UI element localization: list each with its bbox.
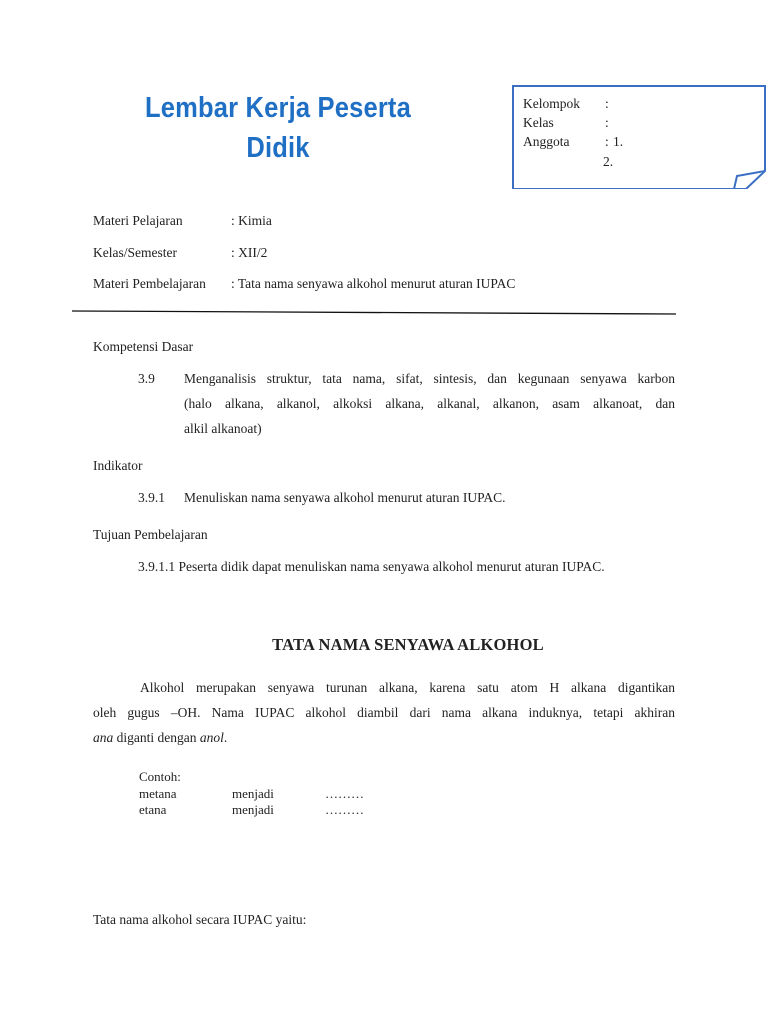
italic-ana: ana <box>93 730 114 745</box>
group-colon: : <box>605 115 609 130</box>
intro-line-2: oleh gugus –OH. Nama IUPAC alkohol diambil dari nama alkana induknya, tetapi akhiran <box>93 705 675 720</box>
kd-heading: Kompetensi Dasar <box>93 339 194 354</box>
group-label: Kelompok <box>523 96 580 111</box>
title-line-2: Didik <box>246 132 310 164</box>
indikator-text: Menuliskan nama senyawa alkohol menurut aturan IUPAC. <box>184 490 506 505</box>
info-value: : Kimia <box>231 213 272 228</box>
italic-anol: anol <box>199 730 224 745</box>
intro-line-3 <box>93 725 675 750</box>
iupac-rules-heading: Tata nama alkohol secara IUPAC yaitu: <box>93 912 307 927</box>
kd-line-3: alkil alkanoat) <box>184 421 262 436</box>
intro-paragraph <box>93 675 675 750</box>
example-verb: menjadi <box>232 786 274 801</box>
example-heading: Contoh: <box>139 769 181 784</box>
member-number-1: 1. <box>613 134 624 149</box>
intro-line-1: Alkohol merupakan senyawa turunan alkana, karena satu atom H alkana digantikan <box>140 680 675 695</box>
info-value: : XII/2 <box>231 245 268 260</box>
group-label: Kelas <box>523 115 554 130</box>
kd-line-1: Menganalisis struktur, tata nama, sifat, sintesis, dan kegunaan senyawa karbon <box>184 371 675 386</box>
group-colon: : <box>605 96 609 111</box>
section-title: TATA NAMA SENYAWA ALKOHOL <box>272 635 544 654</box>
worksheet-title <box>137 88 419 168</box>
example-name: etana <box>139 802 167 817</box>
group-colon: : <box>605 134 609 149</box>
info-label: Kelas/Semester <box>93 245 177 260</box>
example-name: metana <box>139 786 177 801</box>
indikator-number: 3.9.1 <box>138 490 165 505</box>
kd-text <box>184 366 675 441</box>
divider-line <box>72 310 676 315</box>
info-label: Materi Pelajaran <box>93 213 183 228</box>
intro-line-3-mid: diganti dengan <box>113 730 200 745</box>
example-blank: ……… <box>325 786 364 801</box>
indikator-heading: Indikator <box>93 458 143 473</box>
info-label: Materi Pembelajaran <box>93 276 206 291</box>
title-line-1: Lembar Kerja Peserta <box>145 92 411 124</box>
member-number-2: 2. <box>603 154 614 169</box>
example-verb: menjadi <box>232 802 274 817</box>
group-info-box <box>512 85 766 189</box>
tujuan-text: 3.9.1.1 Peserta didik dapat menuliskan nama senyawa alkohol menurut aturan IUPAC. <box>138 559 605 574</box>
kd-line-2: (halo alkana, alkanol, alkoksi alkana, alkanal, alkanon, asam alkanoat, dan <box>184 396 675 411</box>
group-label: Anggota <box>523 134 570 149</box>
example-blank: ……… <box>325 802 364 817</box>
info-value: : Tata nama senyawa alkohol menurut aturan IUPAC <box>231 276 516 291</box>
kd-number: 3.9 <box>138 371 155 386</box>
tujuan-heading: Tujuan Pembelajaran <box>93 527 208 542</box>
intro-line-3-end: . <box>223 730 228 745</box>
